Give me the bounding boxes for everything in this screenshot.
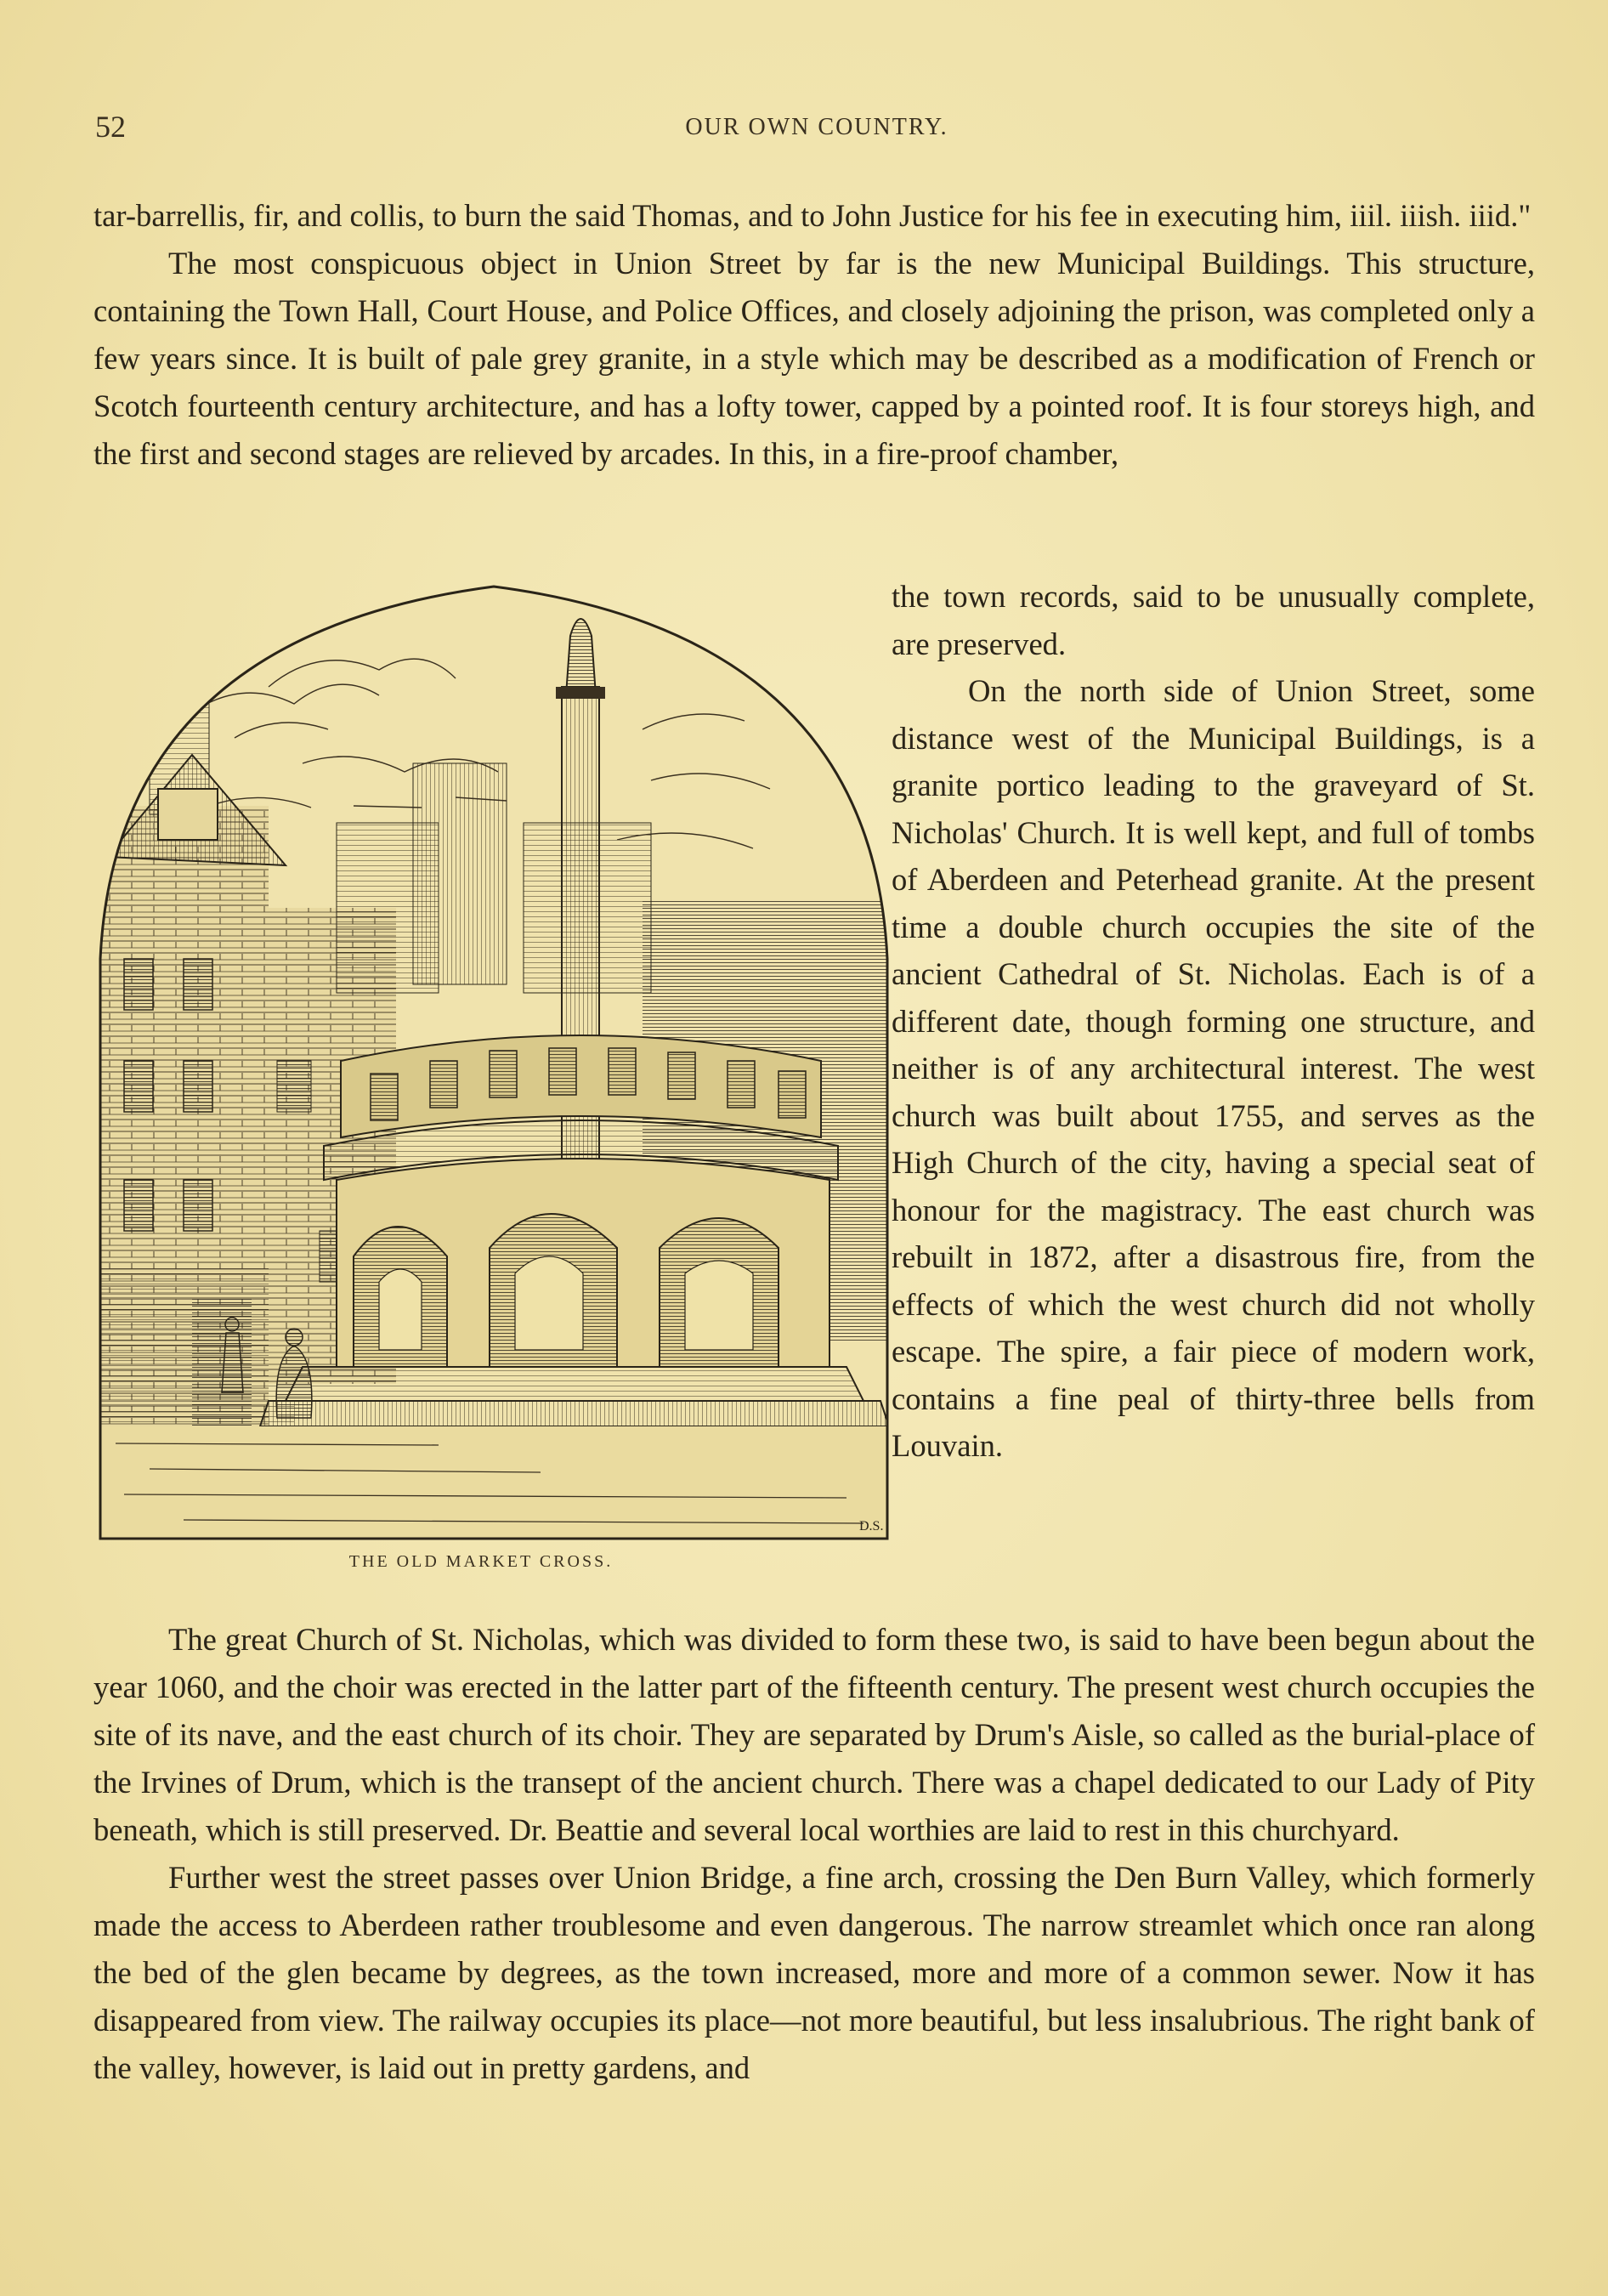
top-text-block (93, 192, 1535, 478)
figure-caption: THE OLD MARKET CROSS. (348, 1552, 614, 1571)
paragraph-st-nicholas: On the north side of Union Street, some distance west of the Municipal Buildings, is a granite portico leading to the graveyard of St. Nicholas' Church. It is well kept, and full of tombs of Aberdeen and Peterhead granite. At the present time a double church occupies the site of the ancient Cathedral of St. Nicholas. Each is of a different date, though forming one structure, and neither is of any architectural interest. The west church was built about 1755, and serves as the High Church of the city, having a special seat of honour for the magistracy. The east church was rebuilt in 1872, after a disastrous fire, from the effects of which the west church did not wholly escape. The spire, a fair piece of modern work, contains a fine peal of thirty-three bells from Louvain. (892, 673, 1535, 1463)
old-market-cross-illustration (99, 585, 889, 1545)
wrapped-text-column (892, 573, 1535, 1470)
paragraph-union-bridge: Further west the street passes over Union Bridge, a fine arch, crossing the Den Burn Valley, which formerly made the access to Aberdeen rather troublesome and even dangerous. The narrow streamlet which once ran along the bed of the glen became by degrees, as the town increased, more and more of a common sewer. Now it has disappeared from view. The railway occupies its place—not more beautiful, but less insalubrious. The right bank of the valley, however, is laid out in pretty gardens, and (93, 1860, 1535, 2085)
engraver-mark: D.S. (859, 1519, 884, 1534)
running-title: OUR OWN COUNTRY. (685, 114, 948, 140)
paragraph-town-records: the town records, said to be unusually complete, are preserved. (892, 579, 1535, 661)
page-number: 52 (95, 110, 126, 144)
paragraph-great-church: The great Church of St. Nicholas, which was divided to form these two, is said to have been begun about the year 1060, and the choir was erected in the latter part of the fifteenth century. The present west church occupies the site of its nave, and the east church of its choir. They are separated by Drum's Aisle, so called as the burial-place of the Irvines of Drum, which is the transept of the ancient church. There was a chapel dedicated to our Lady of Pity beneath, which is still preserved. Dr. Beattie and several local worthies are laid to rest in this churchyard. (93, 1622, 1535, 1847)
page-header (95, 109, 1538, 151)
bottom-text-block (93, 1616, 1535, 2092)
paragraph-municipal-buildings: The most conspicuous object in Union Street by far is the new Municipal Buildings. This structure, containing the Town Hall, Court House, and Police Offices, and closely adjoining the prison, was completed only a few years since. It is built of pale grey granite, in a style which may be described as a modification of French or Scotch fourteenth century architecture, and has a lofty tower, capped by a pointed roof. It is four storeys high, and the first and second stages are relieved by arcades. In this, in a fire-proof chamber, (93, 246, 1535, 471)
paragraph-continued: tar-barrellis, fir, and collis, to burn the said Thomas, and to John Justice for his fee in executing him, iiil. iiish. iiid." (93, 198, 1532, 233)
